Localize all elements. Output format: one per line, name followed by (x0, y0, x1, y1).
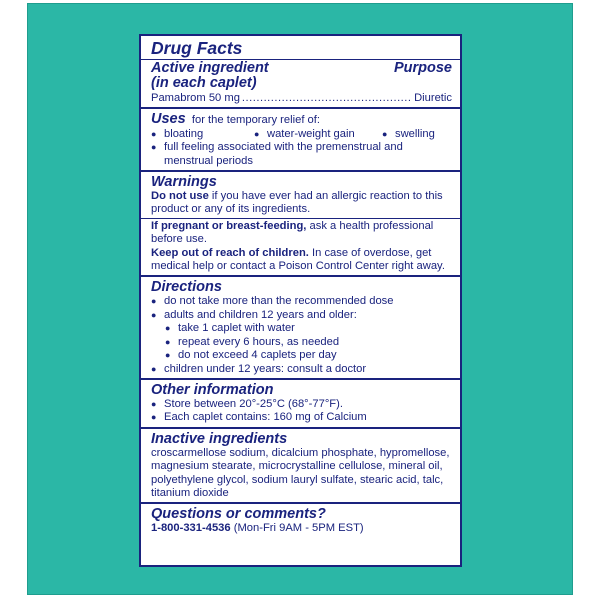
active-ingredient-heading: Active ingredient (151, 60, 269, 76)
active-ingredient-subheading: (in each caplet) (151, 75, 257, 91)
uses-item: ● water-weight gain (254, 128, 382, 141)
leader-dots (242, 92, 412, 105)
other-information-item: ● Store between 20°-25°C (68°-77°F). (151, 398, 452, 411)
divider (141, 218, 460, 219)
phone-hours: (Mon-Fri 9AM - 5PM EST) (233, 522, 364, 535)
inactive-ingredients-section (151, 432, 452, 501)
directions-item: ● do not take more than the recommended dose (151, 295, 452, 308)
divider (141, 275, 460, 277)
directions-subitem: ● do not exceed 4 caplets per day (151, 349, 452, 362)
ingredient-name: Pamabrom 50 mg (151, 92, 240, 104)
do-not-use-text: if you have ever had an allergic reaction to this product or any of its ingredients. (151, 190, 443, 216)
active-ingredient-section (151, 61, 452, 105)
inactive-ingredients-heading: Inactive ingredients (151, 430, 288, 447)
pregnant-label: If pregnant or breast-feeding, (151, 219, 307, 232)
divider (141, 427, 460, 429)
uses-intro: for the temporary relief of: (191, 114, 320, 127)
inactive-ingredients-text: croscarmellose sodium, dicalcium phosphate, hypromellose, magnesium stearate, microcrystalline cellulose, mineral oil, polyethylene glycol, sodium lauryl sulfate, stearic acid, talc, titanium dioxide (151, 446, 450, 499)
pregnant-text: ask a health professional before use. (151, 219, 434, 246)
ingredient-purpose: Diuretic (414, 92, 452, 104)
do-not-use-label: Do not use (151, 190, 209, 203)
directions-heading: Directions (151, 279, 222, 296)
uses-item: ● full feeling associated with the premenstrual and menstrual periods (151, 141, 452, 168)
warnings-section (151, 175, 452, 273)
purpose-heading: Purpose (393, 60, 452, 76)
drug-facts-title: Drug Facts (151, 38, 243, 58)
uses-section (151, 112, 452, 168)
other-information-item: ● Each caplet contains: 160 mg of Calcium (151, 411, 452, 424)
keep-out-label: Keep out of reach of children. (151, 246, 309, 259)
uses-heading: Uses (151, 111, 186, 128)
directions-subitem: ● repeat every 6 hours, as needed (151, 336, 452, 349)
uses-item: ● bloating (151, 128, 254, 141)
keep-out-text: In case of overdose, get medical help or contact a Poison Control Center right away. (151, 246, 445, 273)
other-information-heading: Other information (151, 381, 274, 398)
directions-item: ● adults and children 12 years and older: (151, 309, 452, 322)
drug-facts-panel (139, 34, 462, 567)
uses-item: ● swelling (382, 128, 435, 141)
questions-section (151, 507, 452, 535)
divider (141, 502, 460, 504)
divider (141, 170, 460, 172)
phone-number: 1-800-331-4536 (151, 522, 231, 535)
directions-subitem: ● take 1 caplet with water (151, 322, 452, 335)
divider (141, 107, 460, 109)
warnings-heading: Warnings (151, 174, 217, 191)
directions-item: ● children under 12 years: consult a doctor (151, 363, 452, 376)
divider (141, 378, 460, 380)
directions-section (151, 280, 452, 375)
questions-heading: Questions or comments? (151, 506, 326, 523)
other-information-section (151, 383, 452, 425)
